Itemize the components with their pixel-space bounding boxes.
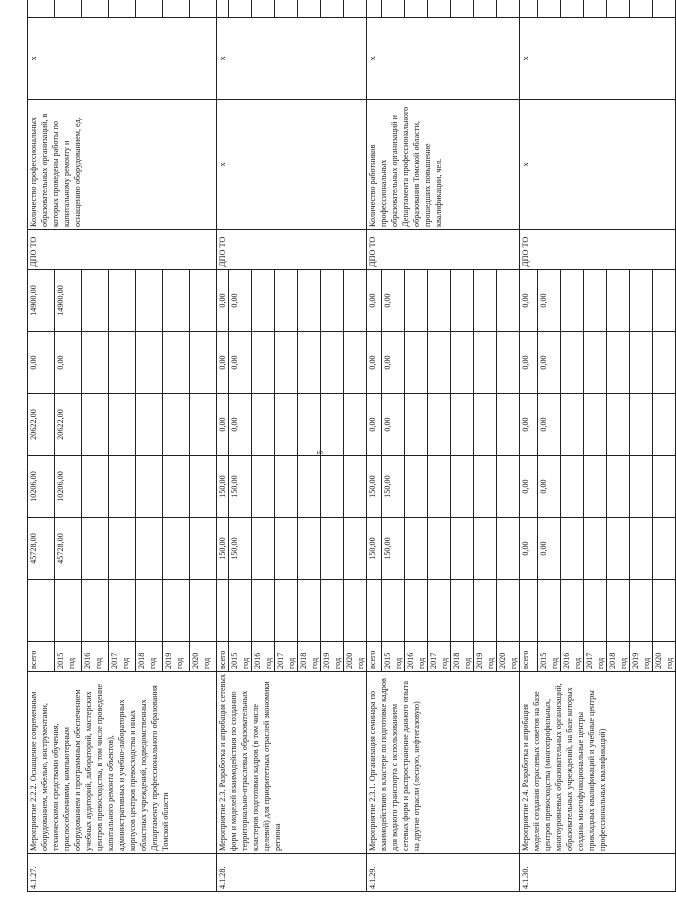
table-row bbox=[367, 0, 382, 892]
value-cell: 20622,00 bbox=[55, 394, 82, 456]
value-cell: 0,00 bbox=[28, 332, 55, 394]
last-cell bbox=[653, 0, 676, 18]
last-cell bbox=[252, 0, 275, 18]
value-cell bbox=[252, 456, 275, 518]
value-cell bbox=[630, 456, 653, 518]
page-number: 5 bbox=[315, 450, 325, 455]
value-cell bbox=[344, 270, 367, 332]
last-cell bbox=[190, 0, 217, 18]
value-cell bbox=[584, 456, 607, 518]
value-cell bbox=[584, 270, 607, 332]
spacer-cell bbox=[630, 580, 653, 642]
year-cell: 2019 год bbox=[630, 642, 653, 672]
last-cell bbox=[497, 0, 520, 18]
value-cell bbox=[405, 332, 428, 394]
last-cell bbox=[428, 0, 451, 18]
value-cell bbox=[298, 394, 321, 456]
value-cell: 45728,00 bbox=[28, 518, 55, 580]
value-cell: 0,00 bbox=[382, 332, 405, 394]
spacer-cell bbox=[607, 580, 630, 642]
last-cell bbox=[55, 0, 82, 18]
value-cell bbox=[428, 270, 451, 332]
last-cell bbox=[451, 0, 474, 18]
value-cell bbox=[405, 270, 428, 332]
value-cell bbox=[252, 270, 275, 332]
value-cell bbox=[561, 456, 584, 518]
value-cell bbox=[630, 394, 653, 456]
indicator-value-cell: x bbox=[520, 18, 676, 100]
value-cell bbox=[344, 456, 367, 518]
value-cell bbox=[109, 394, 136, 456]
value-cell bbox=[405, 456, 428, 518]
indicator-cell: x bbox=[217, 100, 367, 230]
last-cell bbox=[109, 0, 136, 18]
spacer-cell bbox=[252, 580, 275, 642]
year-cell: 2017 год bbox=[275, 642, 298, 672]
value-cell bbox=[298, 456, 321, 518]
value-cell bbox=[82, 456, 109, 518]
value-cell: 10206,00 bbox=[55, 456, 82, 518]
value-cell bbox=[561, 394, 584, 456]
table-row bbox=[217, 0, 229, 892]
value-cell bbox=[584, 518, 607, 580]
value-cell bbox=[653, 456, 676, 518]
value-cell bbox=[163, 394, 190, 456]
value-cell: 0,00 bbox=[538, 518, 561, 580]
spacer-cell bbox=[382, 580, 405, 642]
value-cell bbox=[630, 518, 653, 580]
value-cell bbox=[321, 518, 344, 580]
last-cell bbox=[367, 0, 382, 18]
value-cell bbox=[474, 456, 497, 518]
year-cell: 2015 год bbox=[55, 642, 82, 672]
value-cell bbox=[298, 332, 321, 394]
year-cell: всего bbox=[367, 642, 382, 672]
rotated-table-container bbox=[27, 12, 674, 892]
last-cell bbox=[561, 0, 584, 18]
year-cell: 2018 год bbox=[607, 642, 630, 672]
last-cell bbox=[298, 0, 321, 18]
spacer-cell bbox=[109, 580, 136, 642]
last-cell bbox=[321, 0, 344, 18]
value-cell: 0,00 bbox=[217, 270, 229, 332]
value-cell bbox=[190, 270, 217, 332]
value-cell bbox=[321, 394, 344, 456]
value-cell bbox=[497, 270, 520, 332]
indicator-cell: Количество профессиональных образовательных организаций, в которых проведены работы по капитальному ремонту и оснащению оборудованием, ед. bbox=[28, 100, 217, 230]
value-cell: 10206,00 bbox=[28, 456, 55, 518]
value-cell bbox=[252, 394, 275, 456]
year-cell: 2017 год bbox=[428, 642, 451, 672]
value-cell bbox=[321, 456, 344, 518]
value-cell: 14900,00 bbox=[55, 270, 82, 332]
value-cell bbox=[607, 332, 630, 394]
value-cell bbox=[190, 518, 217, 580]
value-cell bbox=[474, 270, 497, 332]
year-cell: 2019 год bbox=[163, 642, 190, 672]
value-cell bbox=[109, 456, 136, 518]
indicator-cell: Количество работников профессиональных образовательных организаций и Департамента профессионального образования Томской области, прошедших повышение квалификации, чел. bbox=[367, 100, 520, 230]
value-cell: 150,00 bbox=[382, 518, 405, 580]
value-cell bbox=[584, 394, 607, 456]
value-cell bbox=[109, 270, 136, 332]
value-cell: 150,00 bbox=[382, 456, 405, 518]
last-cell bbox=[538, 0, 561, 18]
value-cell bbox=[653, 270, 676, 332]
value-cell bbox=[653, 332, 676, 394]
spacer-cell bbox=[163, 580, 190, 642]
value-cell bbox=[275, 270, 298, 332]
value-cell bbox=[163, 456, 190, 518]
value-cell: 0,00 bbox=[520, 518, 538, 580]
indicator-cell: x bbox=[520, 100, 676, 230]
value-cell bbox=[344, 332, 367, 394]
spacer-cell bbox=[367, 580, 382, 642]
year-cell: 2019 год bbox=[474, 642, 497, 672]
value-cell: 0,00 bbox=[367, 394, 382, 456]
value-cell bbox=[474, 518, 497, 580]
value-cell bbox=[252, 332, 275, 394]
value-cell bbox=[136, 518, 163, 580]
last-cell bbox=[229, 0, 252, 18]
value-cell bbox=[561, 518, 584, 580]
year-cell: 2017 год bbox=[109, 642, 136, 672]
spacer-cell bbox=[55, 580, 82, 642]
value-cell bbox=[344, 394, 367, 456]
value-cell bbox=[321, 270, 344, 332]
spacer-cell bbox=[298, 580, 321, 642]
value-cell bbox=[428, 394, 451, 456]
year-cell: 2018 год bbox=[451, 642, 474, 672]
value-cell bbox=[275, 456, 298, 518]
value-cell: 0,00 bbox=[367, 332, 382, 394]
value-cell bbox=[405, 394, 428, 456]
year-cell: 2019 год bbox=[321, 642, 344, 672]
last-cell bbox=[217, 0, 229, 18]
year-cell: 2016 год bbox=[252, 642, 275, 672]
value-cell bbox=[109, 518, 136, 580]
value-cell bbox=[321, 332, 344, 394]
value-cell bbox=[82, 332, 109, 394]
executor-cell: ДПО ТО bbox=[217, 230, 367, 270]
indicator-value-cell: x bbox=[367, 18, 520, 100]
row-number: 4.1.28. bbox=[217, 854, 367, 892]
value-cell: 0,00 bbox=[520, 456, 538, 518]
value-cell: 0,00 bbox=[538, 332, 561, 394]
executor-cell: ДПО ТО bbox=[28, 230, 217, 270]
value-cell bbox=[497, 332, 520, 394]
spacer-cell bbox=[497, 580, 520, 642]
spacer-cell bbox=[344, 580, 367, 642]
year-cell: 2020 год bbox=[190, 642, 217, 672]
value-cell bbox=[497, 518, 520, 580]
year-cell: 2015 год bbox=[229, 642, 252, 672]
value-cell: 20622,00 bbox=[28, 394, 55, 456]
measure-name: Мероприятие 2.2.2. Оснащение современным оборудованием, мебелью, инструментами, техническими средствами обучения, приспособлениями, компьютерным оборудованием и программным обеспечением учебных аудиторий, лабораторий, мастерских центров превосходства, в том числе проведение капитального ремонта объектов), административных и учебно-лабораторных корпусов центров превосходства и иных областных учреждений, подведомственных Департаменту профессионального образования Томской области bbox=[28, 672, 217, 854]
value-cell bbox=[298, 518, 321, 580]
last-cell bbox=[28, 0, 55, 18]
value-cell: 0,00 bbox=[520, 394, 538, 456]
year-cell: 2016 год bbox=[561, 642, 584, 672]
value-cell bbox=[82, 270, 109, 332]
value-cell bbox=[474, 332, 497, 394]
year-cell: всего bbox=[28, 642, 55, 672]
value-cell: 0,00 bbox=[538, 456, 561, 518]
year-cell: 2018 год bbox=[298, 642, 321, 672]
value-cell: 0,00 bbox=[520, 270, 538, 332]
last-cell bbox=[344, 0, 367, 18]
value-cell bbox=[607, 456, 630, 518]
spacer-cell bbox=[451, 580, 474, 642]
year-cell: 2020 год bbox=[653, 642, 676, 672]
last-cell bbox=[607, 0, 630, 18]
value-cell bbox=[82, 394, 109, 456]
value-cell bbox=[275, 394, 298, 456]
value-cell: 150,00 bbox=[229, 456, 252, 518]
value-cell: 0,00 bbox=[520, 332, 538, 394]
value-cell bbox=[190, 332, 217, 394]
value-cell bbox=[109, 332, 136, 394]
year-cell: всего bbox=[520, 642, 538, 672]
last-cell bbox=[405, 0, 428, 18]
last-cell bbox=[520, 0, 538, 18]
spacer-cell bbox=[428, 580, 451, 642]
value-cell bbox=[653, 394, 676, 456]
indicator-value-cell: x bbox=[217, 18, 367, 100]
value-cell bbox=[275, 518, 298, 580]
year-cell: 2016 год bbox=[82, 642, 109, 672]
spacer-cell bbox=[217, 580, 229, 642]
measure-name: Мероприятие 2.3.1. Организация семинара по взаимодействию в кластере по подготовке кадров для водного транспорта с использованием сетевых форм и распространение данного опыта на другие отрасли (лесную, нефтегазовую) bbox=[367, 672, 520, 854]
value-cell bbox=[82, 518, 109, 580]
value-cell bbox=[451, 394, 474, 456]
last-cell bbox=[275, 0, 298, 18]
value-cell: 0,00 bbox=[217, 332, 229, 394]
spacer-cell bbox=[561, 580, 584, 642]
value-cell bbox=[405, 518, 428, 580]
value-cell bbox=[607, 518, 630, 580]
executor-cell: ДПО ТО bbox=[367, 230, 520, 270]
spacer-cell bbox=[136, 580, 163, 642]
last-cell bbox=[82, 0, 109, 18]
value-cell: 0,00 bbox=[382, 394, 405, 456]
value-cell bbox=[136, 270, 163, 332]
year-cell: 2020 год bbox=[497, 642, 520, 672]
spacer-cell bbox=[229, 580, 252, 642]
last-cell bbox=[584, 0, 607, 18]
row-number: 4.1.30. bbox=[520, 854, 676, 892]
year-cell: 2020 год bbox=[344, 642, 367, 672]
value-cell bbox=[136, 456, 163, 518]
spacer-cell bbox=[584, 580, 607, 642]
table-row bbox=[28, 0, 55, 892]
value-cell bbox=[451, 456, 474, 518]
value-cell: 0,00 bbox=[229, 270, 252, 332]
last-cell bbox=[474, 0, 497, 18]
value-cell bbox=[607, 394, 630, 456]
value-cell bbox=[428, 456, 451, 518]
table-row bbox=[520, 0, 538, 892]
value-cell bbox=[561, 270, 584, 332]
value-cell bbox=[497, 456, 520, 518]
value-cell: 150,00 bbox=[229, 518, 252, 580]
spacer-cell bbox=[520, 580, 538, 642]
value-cell bbox=[451, 332, 474, 394]
value-cell bbox=[298, 270, 321, 332]
value-cell: 150,00 bbox=[217, 456, 229, 518]
spacer-cell bbox=[275, 580, 298, 642]
last-cell bbox=[382, 0, 405, 18]
year-cell: всего bbox=[217, 642, 229, 672]
value-cell bbox=[630, 332, 653, 394]
value-cell bbox=[252, 518, 275, 580]
value-cell bbox=[607, 270, 630, 332]
spacer-cell bbox=[538, 580, 561, 642]
spacer-cell bbox=[28, 580, 55, 642]
measure-name: Мероприятие 2.3. Разработка и апробация сетевых форм и моделей взаимодействия по созданию территориально-отраслевых образовательных кластеров подготовки кадров (в том числе целевой) для приоритетных отраслей экономики региона bbox=[217, 672, 367, 854]
last-cell bbox=[136, 0, 163, 18]
value-cell bbox=[584, 332, 607, 394]
spacer-cell bbox=[653, 580, 676, 642]
row-number: 4.1.29. bbox=[367, 854, 520, 892]
last-cell bbox=[630, 0, 653, 18]
value-cell bbox=[344, 518, 367, 580]
value-cell bbox=[428, 332, 451, 394]
value-cell bbox=[451, 270, 474, 332]
year-cell: 2015 год bbox=[538, 642, 561, 672]
value-cell bbox=[163, 270, 190, 332]
spacer-cell bbox=[474, 580, 497, 642]
value-cell: 0,00 bbox=[55, 332, 82, 394]
value-cell: 150,00 bbox=[367, 456, 382, 518]
value-cell bbox=[190, 456, 217, 518]
value-cell: 0,00 bbox=[229, 332, 252, 394]
executor-cell: ДПО ТО bbox=[520, 230, 676, 270]
value-cell bbox=[136, 394, 163, 456]
year-cell: 2017 год bbox=[584, 642, 607, 672]
value-cell: 0,00 bbox=[382, 270, 405, 332]
spacer-cell bbox=[405, 580, 428, 642]
last-cell bbox=[163, 0, 190, 18]
value-cell bbox=[136, 332, 163, 394]
year-cell: 2018 год bbox=[136, 642, 163, 672]
value-cell bbox=[451, 518, 474, 580]
value-cell bbox=[561, 332, 584, 394]
year-cell: 2016 год bbox=[405, 642, 428, 672]
year-cell: 2015 год bbox=[382, 642, 405, 672]
value-cell: 45728,00 bbox=[55, 518, 82, 580]
value-cell bbox=[474, 394, 497, 456]
spacer-cell bbox=[321, 580, 344, 642]
value-cell: 0,00 bbox=[538, 394, 561, 456]
value-cell bbox=[653, 518, 676, 580]
value-cell: 150,00 bbox=[217, 518, 229, 580]
value-cell: 14900,00 bbox=[28, 270, 55, 332]
indicator-value-cell: x bbox=[28, 18, 217, 100]
value-cell bbox=[163, 518, 190, 580]
row-number: 4.1.27. bbox=[28, 854, 217, 892]
value-cell bbox=[497, 394, 520, 456]
value-cell bbox=[630, 270, 653, 332]
value-cell bbox=[163, 332, 190, 394]
value-cell bbox=[275, 332, 298, 394]
value-cell: 0,00 bbox=[538, 270, 561, 332]
value-cell: 150,00 bbox=[367, 518, 382, 580]
program-table bbox=[27, 0, 676, 892]
value-cell: 0,00 bbox=[229, 394, 252, 456]
value-cell: 0,00 bbox=[217, 394, 229, 456]
value-cell bbox=[428, 518, 451, 580]
spacer-cell bbox=[190, 580, 217, 642]
measure-name: Мероприятие 2.4. Разработка и апробация моделей создания отраслевых советов на базе центров превосходства (многопрофильных, многоуровневых образовательных организаций, образовательных учреждений, на базе которых созданы многофункциональные центры прикладных квалификаций и учебные центры профессиональных квалификаций) bbox=[520, 672, 676, 854]
value-cell: 0,00 bbox=[367, 270, 382, 332]
value-cell bbox=[190, 394, 217, 456]
spacer-cell bbox=[82, 580, 109, 642]
